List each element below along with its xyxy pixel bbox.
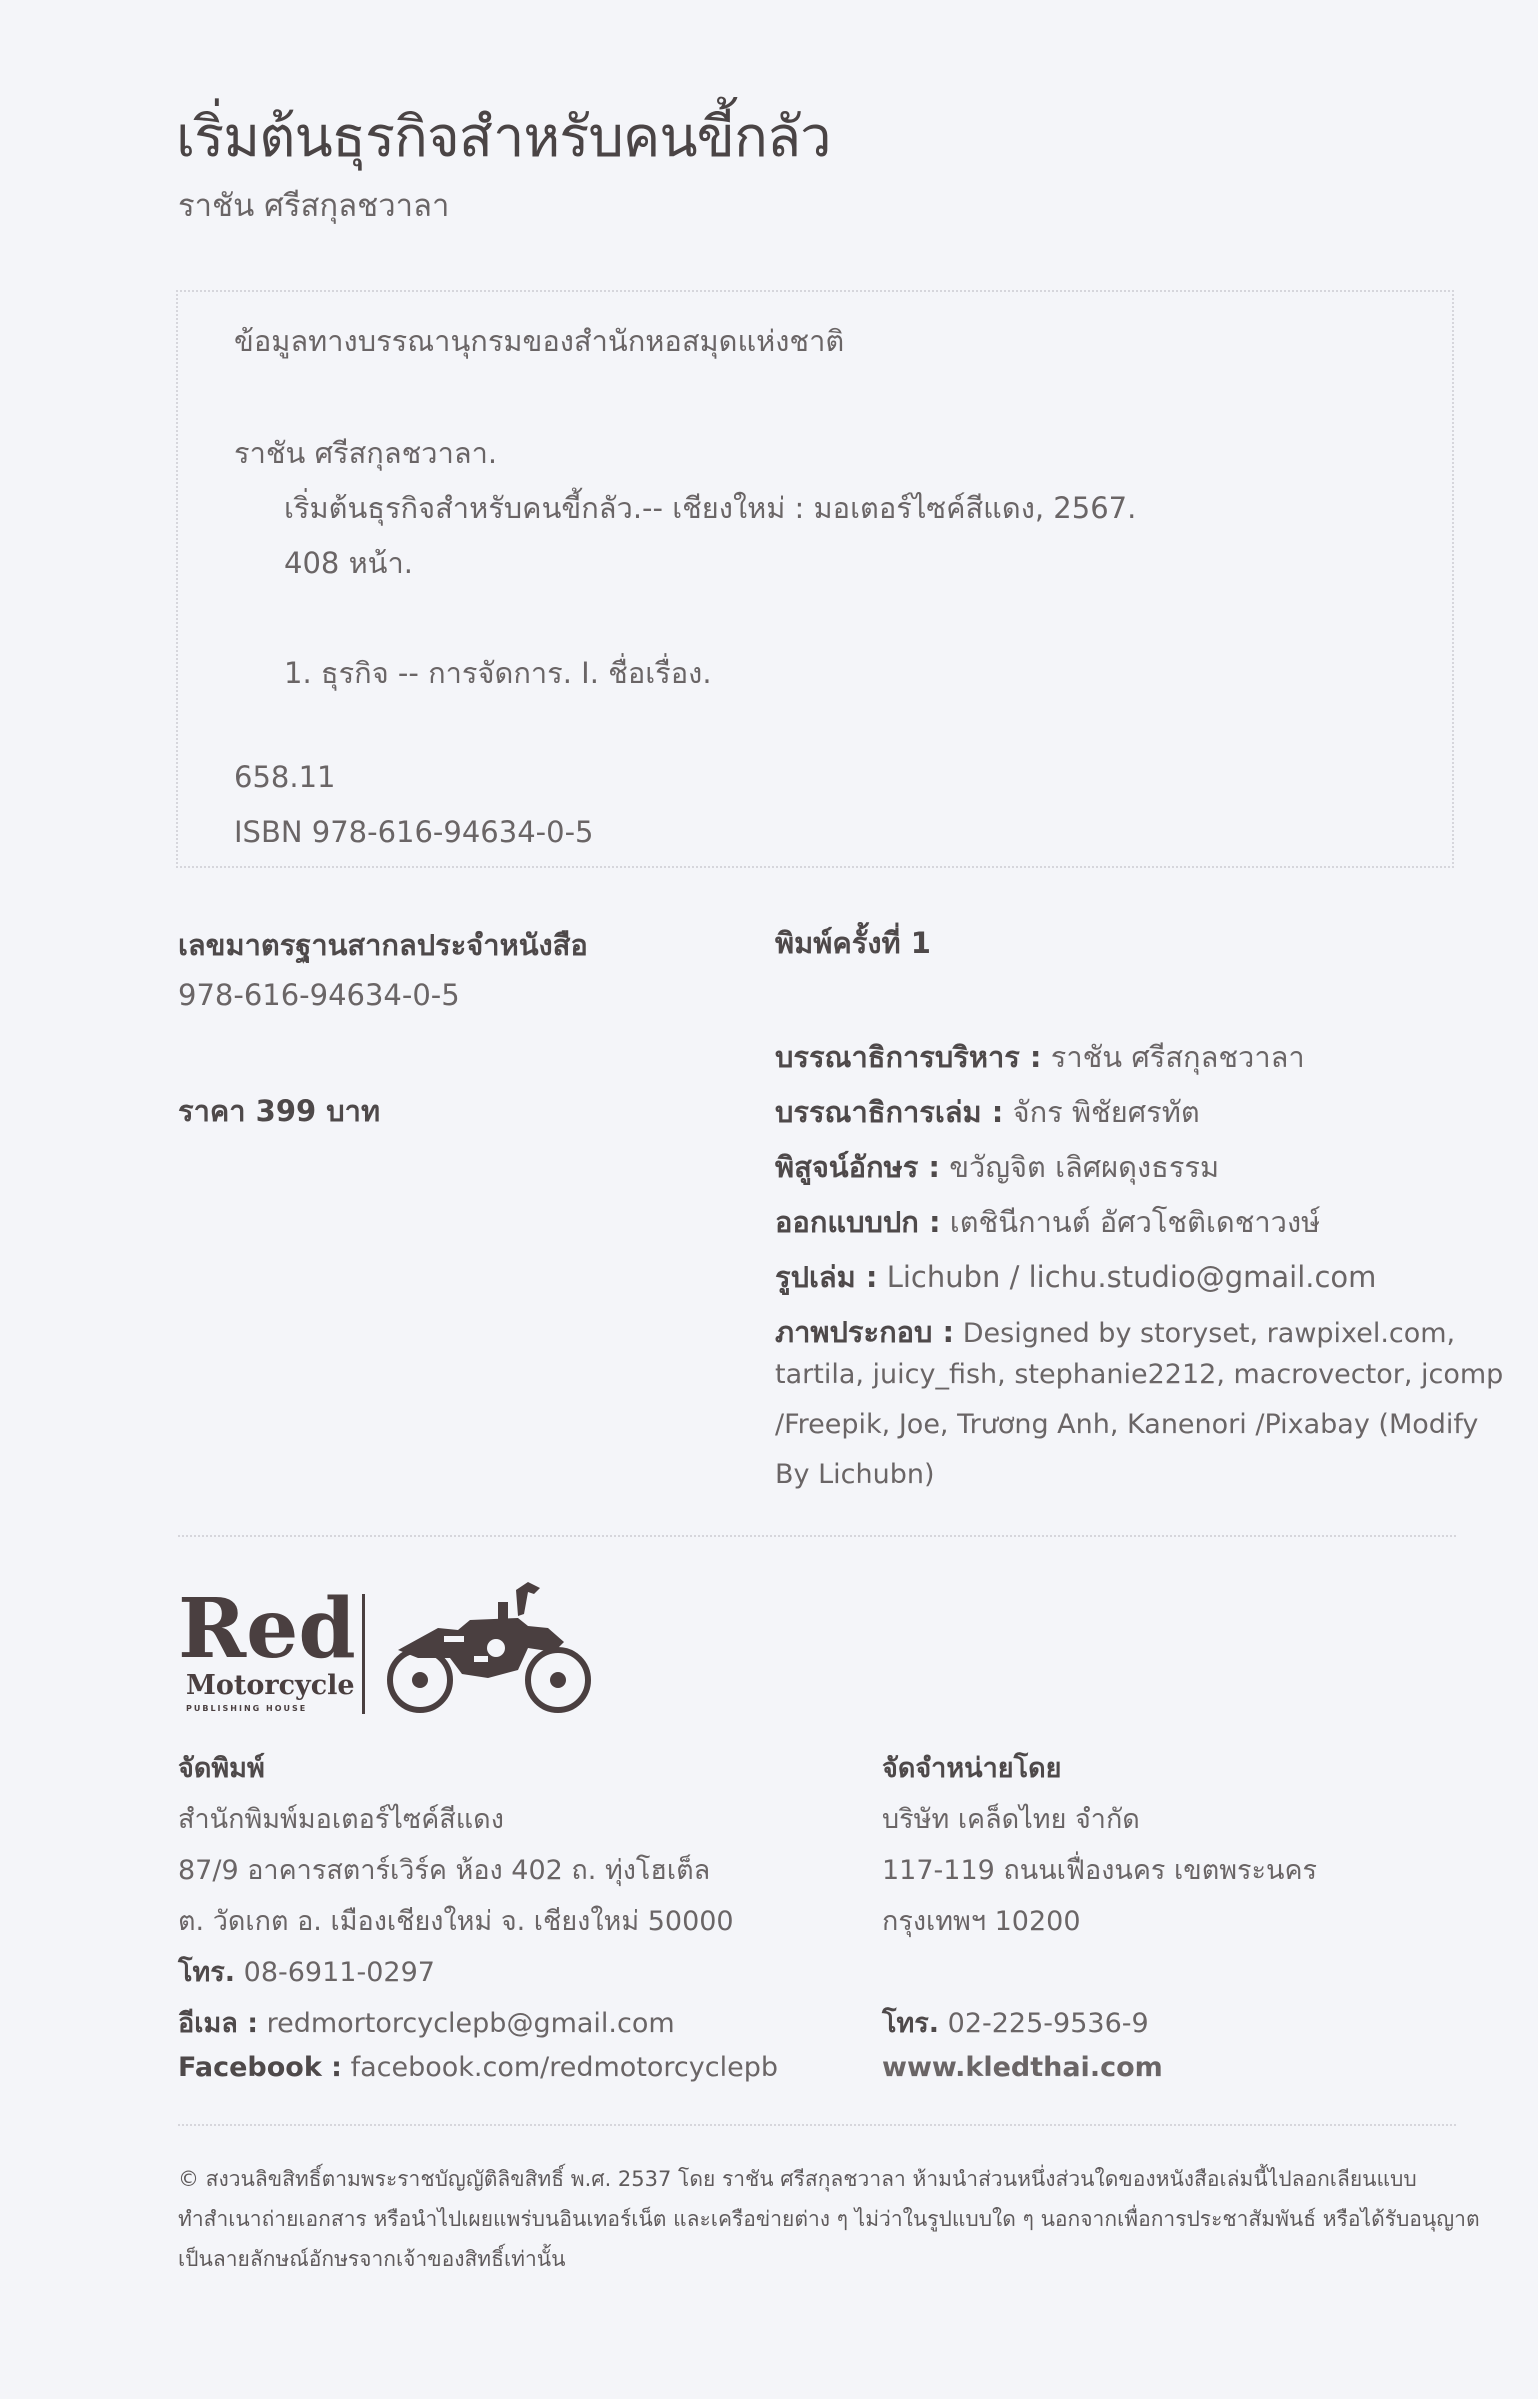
copyright-line: ทำสำเนาถ่ายเอกสาร หรือนำไปเผยแพร่บนอินเทอร์เน็ต และเครือข่ายต่าง ๆ ไม่ว่าในรูปแบบใด ๆ นอกจากเพื่อการประชาสัมพันธ์ หรือได้รับอนุญาต [178,2207,1480,2231]
credit-layout [775,1254,1376,1300]
copyright-line: © สงวนลิขสิทธิ์ตามพระราชบัญญัติลิขสิทธิ์ พ.ศ. 2537 โดย ราชัน ศรีสกุลชวาลา ห้ามนำส่วนหนึ่งส่วนใดของหนังสือเล่มนี้ไปลอกเลียนแบบ [178,2167,1417,2191]
price: ราคา 399 บาท [178,1094,381,1128]
distributor-name: บริษัท เคล็ดไทย จำกัด [882,1804,1140,1835]
cip-entry-pages: 408 หน้า. [284,546,414,580]
edition: พิมพ์ครั้งที่ 1 [775,926,931,960]
book-title: เริ่มต้นธุรกิจสำหรับคนขี้กลัว [176,105,831,170]
cip-entry-author: ราชัน ศรีสกุลชวาลา. [234,436,498,470]
email-label: อีเมล : [178,2008,258,2039]
credit-value: ขวัญจิต เลิศผดุงธรรม [949,1150,1220,1184]
credit-label: ออกแบบปก : [775,1205,941,1239]
cip-entry-title: เริ่มต้นธุรกิจสำหรับคนขี้กลัว.-- เชียงใหม่ : มอเตอร์ไซค์สีแดง, 2567. [284,491,1137,525]
book-author: ราชัน ศรีสกุลชวาลา [178,188,450,224]
copyright-line: เป็นลายลักษณ์อักษรจากเจ้าของสิทธิ์เท่านั้น [178,2247,566,2271]
cip-entry-subject: 1. ธุรกิจ -- การจัดการ. I. ชื่อเรื่อง. [284,656,712,690]
credit-label: ภาพประกอบ : [775,1315,955,1349]
section-divider [178,1535,1456,1537]
illustration-line: Designed by storyset, rawpixel.com, [962,1318,1456,1349]
publisher-heading: จัดพิมพ์ [178,1753,265,1784]
logo-word-motorcycle: Motorcycle [186,1670,355,1701]
credit-book-editor [775,1089,1200,1135]
credit-proofreader [775,1144,1219,1190]
cip-classification: 658.11 [234,760,336,794]
credit-value: เตชินีกานต์ อัศวโชติเดชาวงษ์ [949,1205,1321,1239]
phone-value: 02-225-9536-9 [947,2008,1149,2039]
credit-value: Lichubn / lichu.studio@gmail.com [886,1260,1377,1294]
logo-divider [362,1594,365,1714]
publisher-address-line: 87/9 อาคารสตาร์เวิร์ค ห้อง 402 ถ. ทุ่งโฮเต็ล [178,1855,711,1886]
cip-heading: ข้อมูลทางบรรณานุกรมของสำนักหอสมุดแห่งชาติ [234,324,845,358]
logo-word-red: Red [178,1581,356,1677]
credit-value: จักร พิชัยศรทัต [1012,1095,1200,1129]
distributor-phone [882,2001,1149,2044]
distributor-address-line: กรุงเทพฯ 10200 [882,1906,1081,1937]
phone-label: โทร. [178,1957,236,1988]
illustration-line: /Freepik, Joe, Trương Anh, Kanenori /Pixabay (Modify [775,1409,1479,1440]
publisher-facebook [178,2052,778,2083]
publisher-phone [178,1950,435,1993]
distributor-address-line: 117-119 ถนนเฟื่องนคร เขตพระนคร [882,1855,1318,1886]
publisher-address-line: ต. วัดเกต อ. เมืองเชียงใหม่ จ. เชียงใหม่ 50000 [178,1906,734,1937]
credit-illustration [775,1309,1455,1355]
credit-label: รูปเล่ม : [775,1260,878,1294]
section-divider [178,2124,1456,2126]
publisher-name: สำนักพิมพ์มอเตอร์ไซค์สีแดง [178,1804,504,1835]
distributor-heading: จัดจำหน่ายโดย [882,1753,1062,1784]
facebook-label: Facebook : [178,2052,342,2083]
credit-label: บรรณาธิการเล่ม : [775,1095,1004,1129]
phone-label: โทร. [882,2008,940,2039]
credit-cover-design [775,1199,1320,1245]
credit-value: ราชัน ศรีสกุลชวาลา [1050,1040,1305,1074]
isbn-label: เลขมาตรฐานสากลประจำหนังสือ [178,928,588,962]
distributor-website: www.kledthai.com [882,2052,1163,2083]
facebook-value: facebook.com/redmotorcyclepb [350,2052,778,2083]
phone-value: 08-6911-0297 [243,1957,435,1988]
credit-label: พิสูจน์อักษร : [775,1150,940,1184]
motorcycle-icon [378,1578,600,1718]
logo-publishing-house: PUBLISHING HOUSE [186,1704,308,1713]
credit-executive-editor [775,1034,1305,1080]
publisher-email [178,2001,675,2044]
illustration-line: tartila, juicy_fish, stephanie2212, macrovector, jcomp [775,1359,1504,1390]
illustration-line: By Lichubn) [775,1459,935,1490]
credit-label: บรรณาธิการบริหาร : [775,1040,1042,1074]
email-value: redmortorcyclepb@gmail.com [266,2008,675,2039]
cip-isbn: ISBN 978-616-94634-0-5 [234,815,594,849]
isbn-value: 978-616-94634-0-5 [178,978,460,1012]
